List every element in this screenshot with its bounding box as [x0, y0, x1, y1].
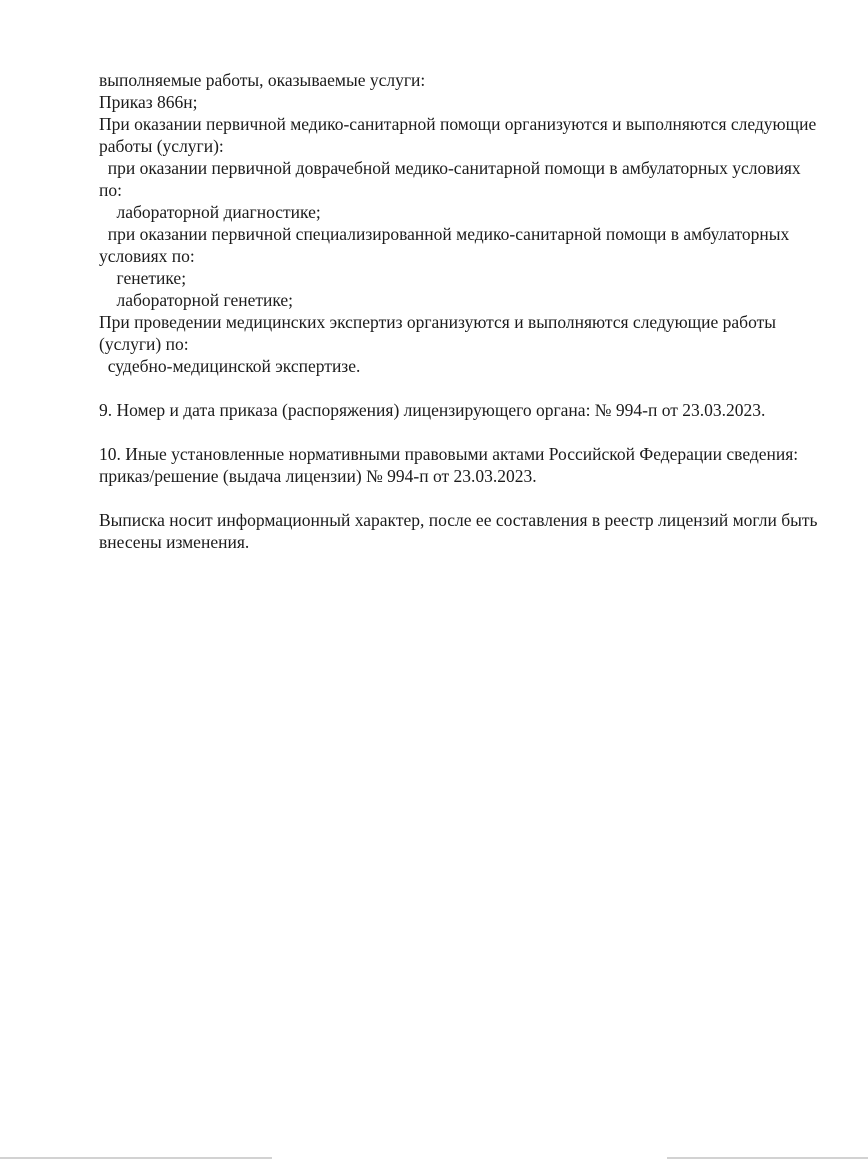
text-line: лабораторной диагностике; — [99, 202, 321, 222]
text-line: приказ/решение (выдача лицензии) № 994-п от 23.03.2023. — [99, 466, 537, 486]
text-line: условиях по: — [99, 246, 195, 266]
text-line: (услуги) по: — [99, 334, 189, 354]
text-line: судебно-медицинской экспертизе. — [99, 356, 361, 376]
text-line: при оказании первичной доврачебной медико-санитарной помощи в амбулаторных условиях — [99, 158, 801, 178]
text-line — [99, 377, 810, 399]
text-line: работы (услуги): — [99, 136, 224, 156]
text-line: При проведении медицинских экспертиз организуются и выполняются следующие работы — [99, 312, 777, 332]
text-line: внесены изменения. — [99, 532, 250, 552]
text-line: по: — [99, 180, 122, 200]
text-line — [99, 487, 810, 509]
text-line — [99, 421, 810, 443]
text-line: при оказании первичной специализированной медико-санитарной помощи в амбулаторных — [99, 224, 790, 244]
text-line: 9. Номер и дата приказа (распоряжения) лицензирующего органа: № 994-п от 23.03.2023. — [99, 400, 766, 420]
license-extract-text — [99, 69, 818, 553]
text-line: При оказании первичной медико-санитарной помощи организуются и выполняются следующие — [99, 114, 817, 134]
bottom-divider-right — [667, 1157, 868, 1159]
text-line: лабораторной генетике; — [99, 290, 294, 310]
text-line: генетике; — [99, 268, 187, 288]
text-line: 10. Иные установленные нормативными правовыми актами Российской Федерации сведения: — [99, 444, 799, 464]
text-line: Приказ 866н; — [99, 92, 198, 112]
bottom-divider-left — [0, 1157, 272, 1159]
text-line: выполняемые работы, оказываемые услуги: — [99, 70, 426, 90]
text-line: Выписка носит информационный характер, после ее составления в реестр лицензий могли быть — [99, 510, 818, 530]
